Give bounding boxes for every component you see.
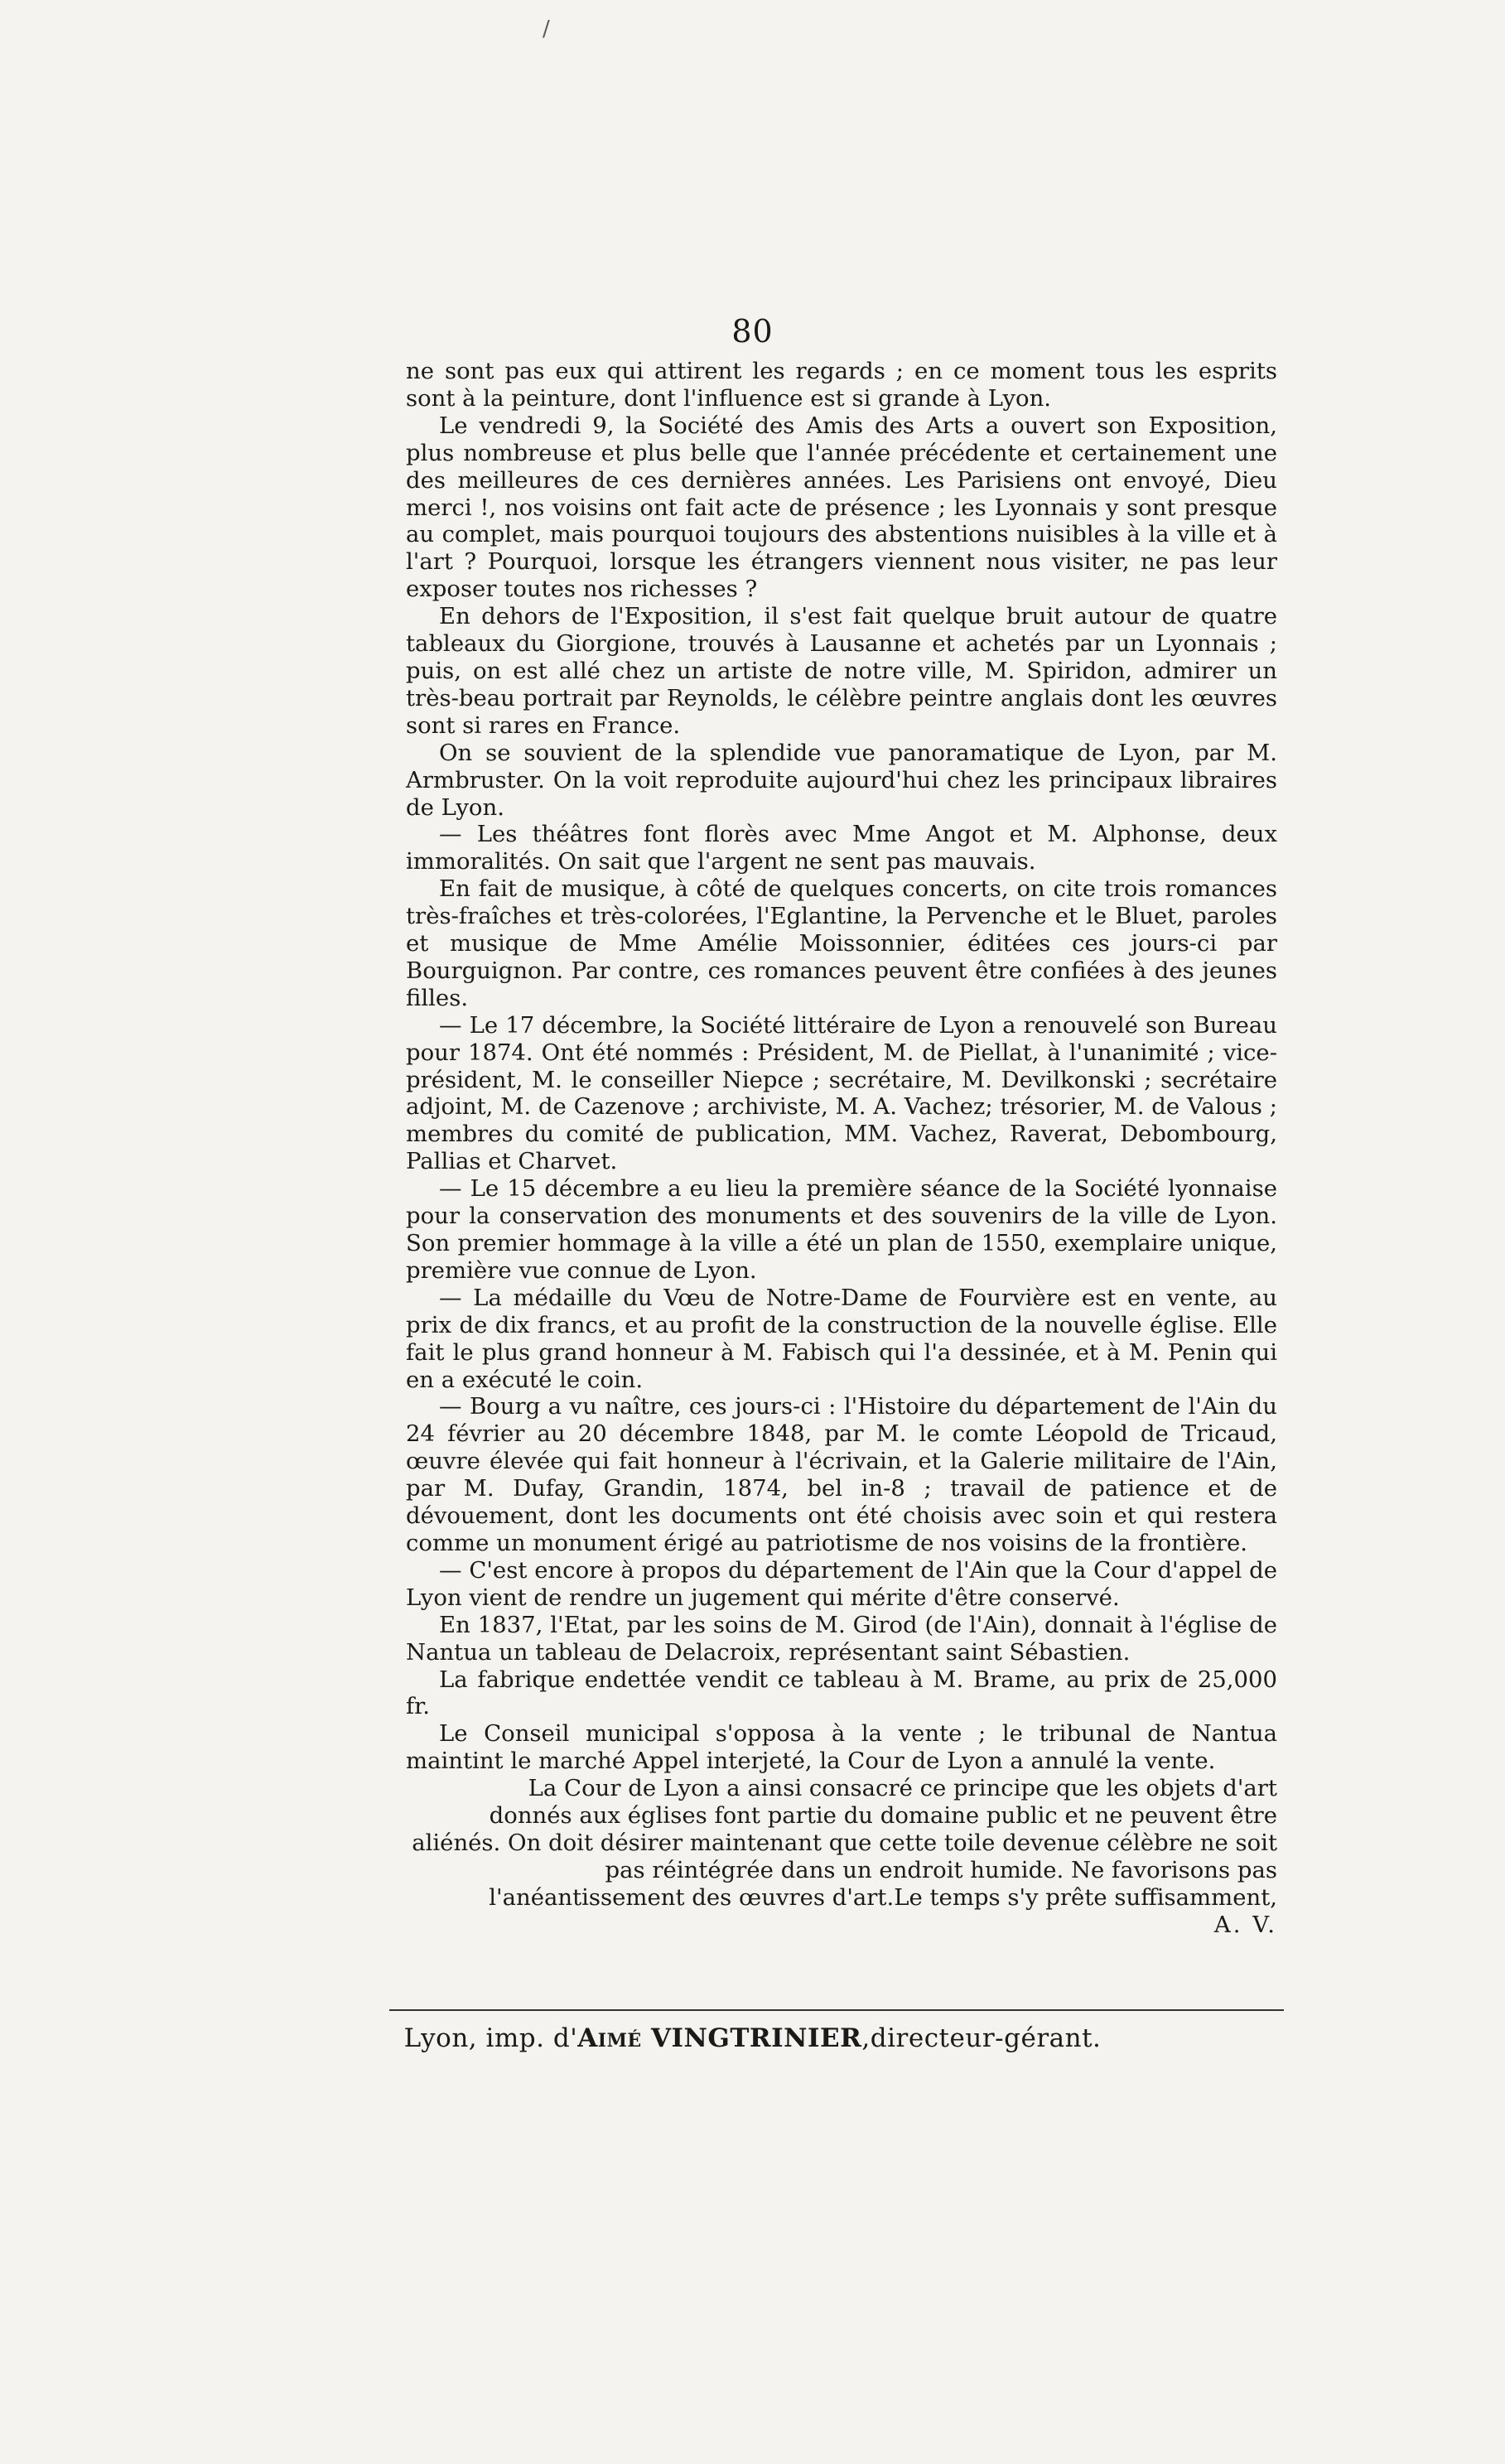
imprint-suffix: ,directeur-gérant. <box>861 2023 1102 2053</box>
imprint-printer: Aimé VINGTRINIER <box>577 2023 862 2053</box>
paragraph: La Cour de Lyon a ainsi consacré ce principe que les objets d'art donnés aux églises font partie du domaine public et ne peuvent être aliénés. On doit désirer maintenant que cette toile devenue célèbre ne soit pas réintégrée dans un endroit humide. Ne favorisons pas l'anéantissement des œuvres d'art.Le temps s'y prête suffisamment, <box>412 1775 1277 1911</box>
footer-rule <box>389 2009 1284 2011</box>
paragraph: — C'est encore à propos du département de l'Ain que la Cour d'appel de Lyon vient de rendre un jugement qui mérite d'être conservé. <box>406 1556 1277 1611</box>
paragraph: — Le 15 décembre a eu lieu la première séance de la Société lyonnaise pour la conservation des monuments et des souvenirs de la ville de Lyon. Son premier hommage à la ville a été un plan de 1550, exemplaire unique, première vue connue de Lyon. <box>406 1175 1277 1284</box>
paragraph: — Le 17 décembre, la Société littéraire de Lyon a renouvelé son Bureau pour 1874. Ont été nommés : Président, M. de Piellat, à l'unanimité ; vice-président, M. le conseiller Niepce ; secrétaire, M. Devilkonski ; secrétaire adjoint, M. de Cazenove ; archiviste, M. A. Vachez; trésorier, M. de Valous ; membres du comité de publication, MM. Vachez, Raverat, Debombourg, Pallias et Charvet. <box>406 1011 1277 1175</box>
paragraph: — Bourg a vu naître, ces jours-ci : l'Histoire du département de l'Ain du 24 février au 20 décembre 1848, par M. le comte Léopold de Tricaud, œuvre élevée qui fait honneur à l'écrivain, et la Galerie militaire de l'Ain, par M. Dufay, Grandin, 1874, bel in-8 ; travail de patience et de dévouement, dont les documents ont été choisis avec soin et qui restera comme un monument érigé au patriotisme de nos voisins de la frontière. <box>406 1393 1277 1556</box>
paragraph: — La médaille du Vœu de Notre-Dame de Fourvière est en vente, au prix de dix francs, et au profit de la construction de la nouvelle église. Elle fait le plus grand honneur à M. Fabisch qui l'a dessinée, et à M. Penin qui en a exécuté le coin. <box>406 1284 1277 1393</box>
paragraph: En fait de musique, à côté de quelques concerts, on cite trois romances très-fraîches et très-colorées, l'Eglantine, la Pervenche et le Bluet, paroles et musique de Mme Amélie Moissonnier, éditées ces jours-ci par Bourguignon. Par contre, ces romances peuvent être confiées à des jeunes filles. <box>406 875 1277 1011</box>
paragraph: ne sont pas eux qui attirent les regards ; en ce moment tous les esprits sont à la peinture, dont l'influence est si grande à Lyon. <box>406 358 1277 412</box>
printer-imprint <box>0 2023 1505 2053</box>
paragraph: On se souvient de la splendide vue panoramatique de Lyon, par M. Armbruster. On la voit reproduite aujourd'hui chez les principaux libraires de Lyon. <box>406 739 1277 821</box>
article-column <box>406 358 1277 1939</box>
imprint-prefix: Lyon, imp. d' <box>403 2023 578 2053</box>
paragraph: — Les théâtres font florès avec Mme Angot et M. Alphonse, deux immoralités. On sait que l'argent ne sent pas mauvais. <box>406 821 1277 875</box>
stray-mark: / <box>543 17 550 41</box>
author-signature: A. V. <box>1213 1911 1277 1938</box>
page-number: 80 <box>731 313 774 350</box>
paragraph: En dehors de l'Exposition, il s'est fait quelque bruit autour de quatre tableaux du Giorgione, trouvés à Lausanne et achetés par un Lyonnais ; puis, on est allé chez un artiste de notre ville, M. Spiridon, admirer un très-beau portrait par Reynolds, le célèbre peintre anglais dont les œuvres sont si rares en France. <box>406 603 1277 739</box>
paragraph: Le vendredi 9, la Société des Amis des Arts a ouvert son Exposition, plus nombreuse et plus belle que l'année précédente et certainement une des meilleures de ces dernières années. Les Parisiens ont envoyé, Dieu merci !, nos voisins ont fait acte de présence ; les Lyonnais y sont presque au complet, mais pourquoi toujours des abstentions nuisibles à la ville et à l'art ? Pourquoi, lorsque les étrangers viennent nous visiter, ne pas leur exposer toutes nos richesses ? <box>406 412 1277 603</box>
paragraph: En 1837, l'Etat, par les soins de M. Girod (de l'Ain), donnait à l'église de Nantua un tableau de Delacroix, représentant saint Sébastien. <box>406 1611 1277 1666</box>
closing-paragraph <box>406 1775 1277 1938</box>
paragraph: Le Conseil municipal s'opposa à la vente ; le tribunal de Nantua maintint le marché Appel interjeté, la Cour de Lyon a annulé la vente. <box>406 1720 1277 1775</box>
paragraph: La fabrique endettée vendit ce tableau à M. Brame, au prix de 25,000 fr. <box>406 1666 1277 1720</box>
